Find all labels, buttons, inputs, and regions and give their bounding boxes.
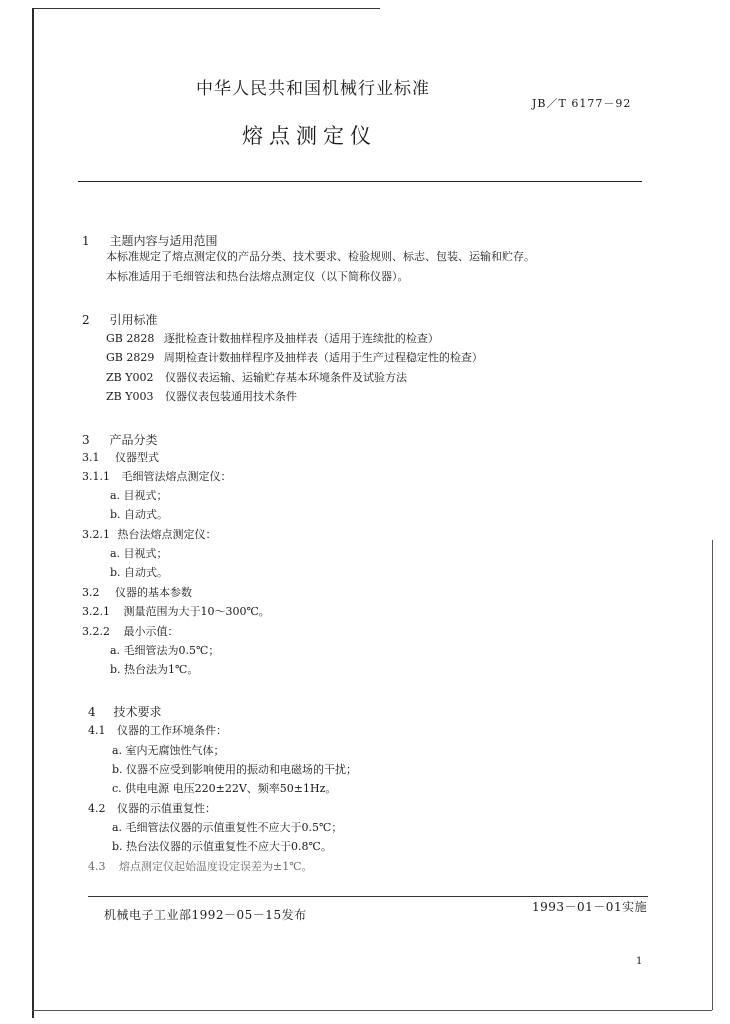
- section-2-heading: 2 引用标准: [82, 313, 158, 327]
- reference-gb2828: GB 2828 逐批检查计数抽样程序及抽样表（适用于连续批的检查）: [106, 332, 439, 345]
- section-3-1-1-heading: 3.1.1 毛细管法熔点测定仪：: [82, 470, 232, 483]
- section-3-2-heading: 3.2 仪器的基本参数: [82, 586, 192, 599]
- reference-gb2829: GB 2829 周期检查计数抽样程序及抽样表（适用于生产过程稳定性的检查）: [106, 351, 483, 364]
- section-4-1-item-c: c. 供电电源 电压220±22V、频率50±1Hz。: [112, 782, 337, 795]
- section-3-2-1-item-b: b. 自动式。: [110, 566, 169, 579]
- section-1-heading: 1 主题内容与适用范围: [82, 234, 218, 248]
- section-3-1-1-item-a: a. 目视式；: [110, 489, 168, 502]
- section-3-1-heading: 3.1 仪器型式: [82, 451, 159, 464]
- section-4-2-item-a: a. 毛细管法仪器的示值重复性不应大于0.5℃；: [112, 821, 343, 834]
- section-4-heading: 4 技术要求: [88, 705, 162, 719]
- section-4-1-item-b: b. 仪器不应受到影响使用的振动和电磁场的干扰；: [112, 763, 358, 776]
- header-rule: [78, 181, 642, 182]
- section-3-2-1-hot-stage-heading: 3.2.1 热台法熔点测定仪：: [82, 528, 217, 541]
- section-3-2-2-item-a: a. 毛细管法为0.5℃；: [110, 644, 220, 657]
- page-number: 1: [636, 956, 643, 967]
- scan-edge-top: [32, 8, 380, 9]
- section-4-3-text: 4.3 熔点测定仪起始温度设定误差为±1℃。: [88, 860, 313, 873]
- section-4-1-heading: 4.1 仪器的工作环境条件：: [88, 724, 227, 737]
- footer-rule: [88, 896, 648, 897]
- section-4-1-item-a: a. 室内无腐蚀性气体；: [112, 744, 225, 757]
- standard-organization: 中华人民共和国机械行业标准: [196, 79, 430, 99]
- issue-date: 机械电子工业部1992－05－15发布: [104, 908, 307, 922]
- section-3-2-2-heading: 3.2.2 最小示值：: [82, 625, 179, 638]
- section-3-2-1-item-a: a. 目视式；: [110, 547, 168, 560]
- section-1-paragraph-1: 本标准规定了熔点测定仪的产品分类、技术要求、检验规则、标志、包装、运输和贮存。: [106, 250, 535, 263]
- reference-zby003: ZB Y003 仪器仪表包装通用技术条件: [106, 390, 297, 403]
- section-3-1-1-item-b: b. 自动式。: [110, 508, 169, 521]
- effective-date: 1993－01－01实施: [532, 900, 648, 914]
- section-3-2-2-item-b: b. 热台法为1℃。: [110, 663, 199, 676]
- scan-edge-right: [712, 540, 713, 1010]
- section-3-2-1-range: 3.2.1 测量范围为大于10～300℃。: [82, 605, 270, 618]
- section-3-heading: 3 产品分类: [82, 433, 158, 447]
- scan-edge-bottom: [32, 1010, 712, 1011]
- scan-edge-left: [32, 8, 34, 1018]
- reference-zby002: ZB Y002 仪器仪表运输、运输贮存基本环境条件及试验方法: [106, 371, 407, 384]
- section-4-2-heading: 4.2 仪器的示值重复性：: [88, 802, 216, 815]
- standard-code: JB／T 6177－92: [532, 97, 632, 110]
- section-1-paragraph-2: 本标准适用于毛细管法和热台法熔点测定仪（以下简称仪器）。: [106, 270, 409, 283]
- document-title: 熔点测定仪: [242, 124, 377, 148]
- section-4-2-item-b: b. 热台法仪器的示值重复性不应大于0.8℃。: [112, 840, 332, 853]
